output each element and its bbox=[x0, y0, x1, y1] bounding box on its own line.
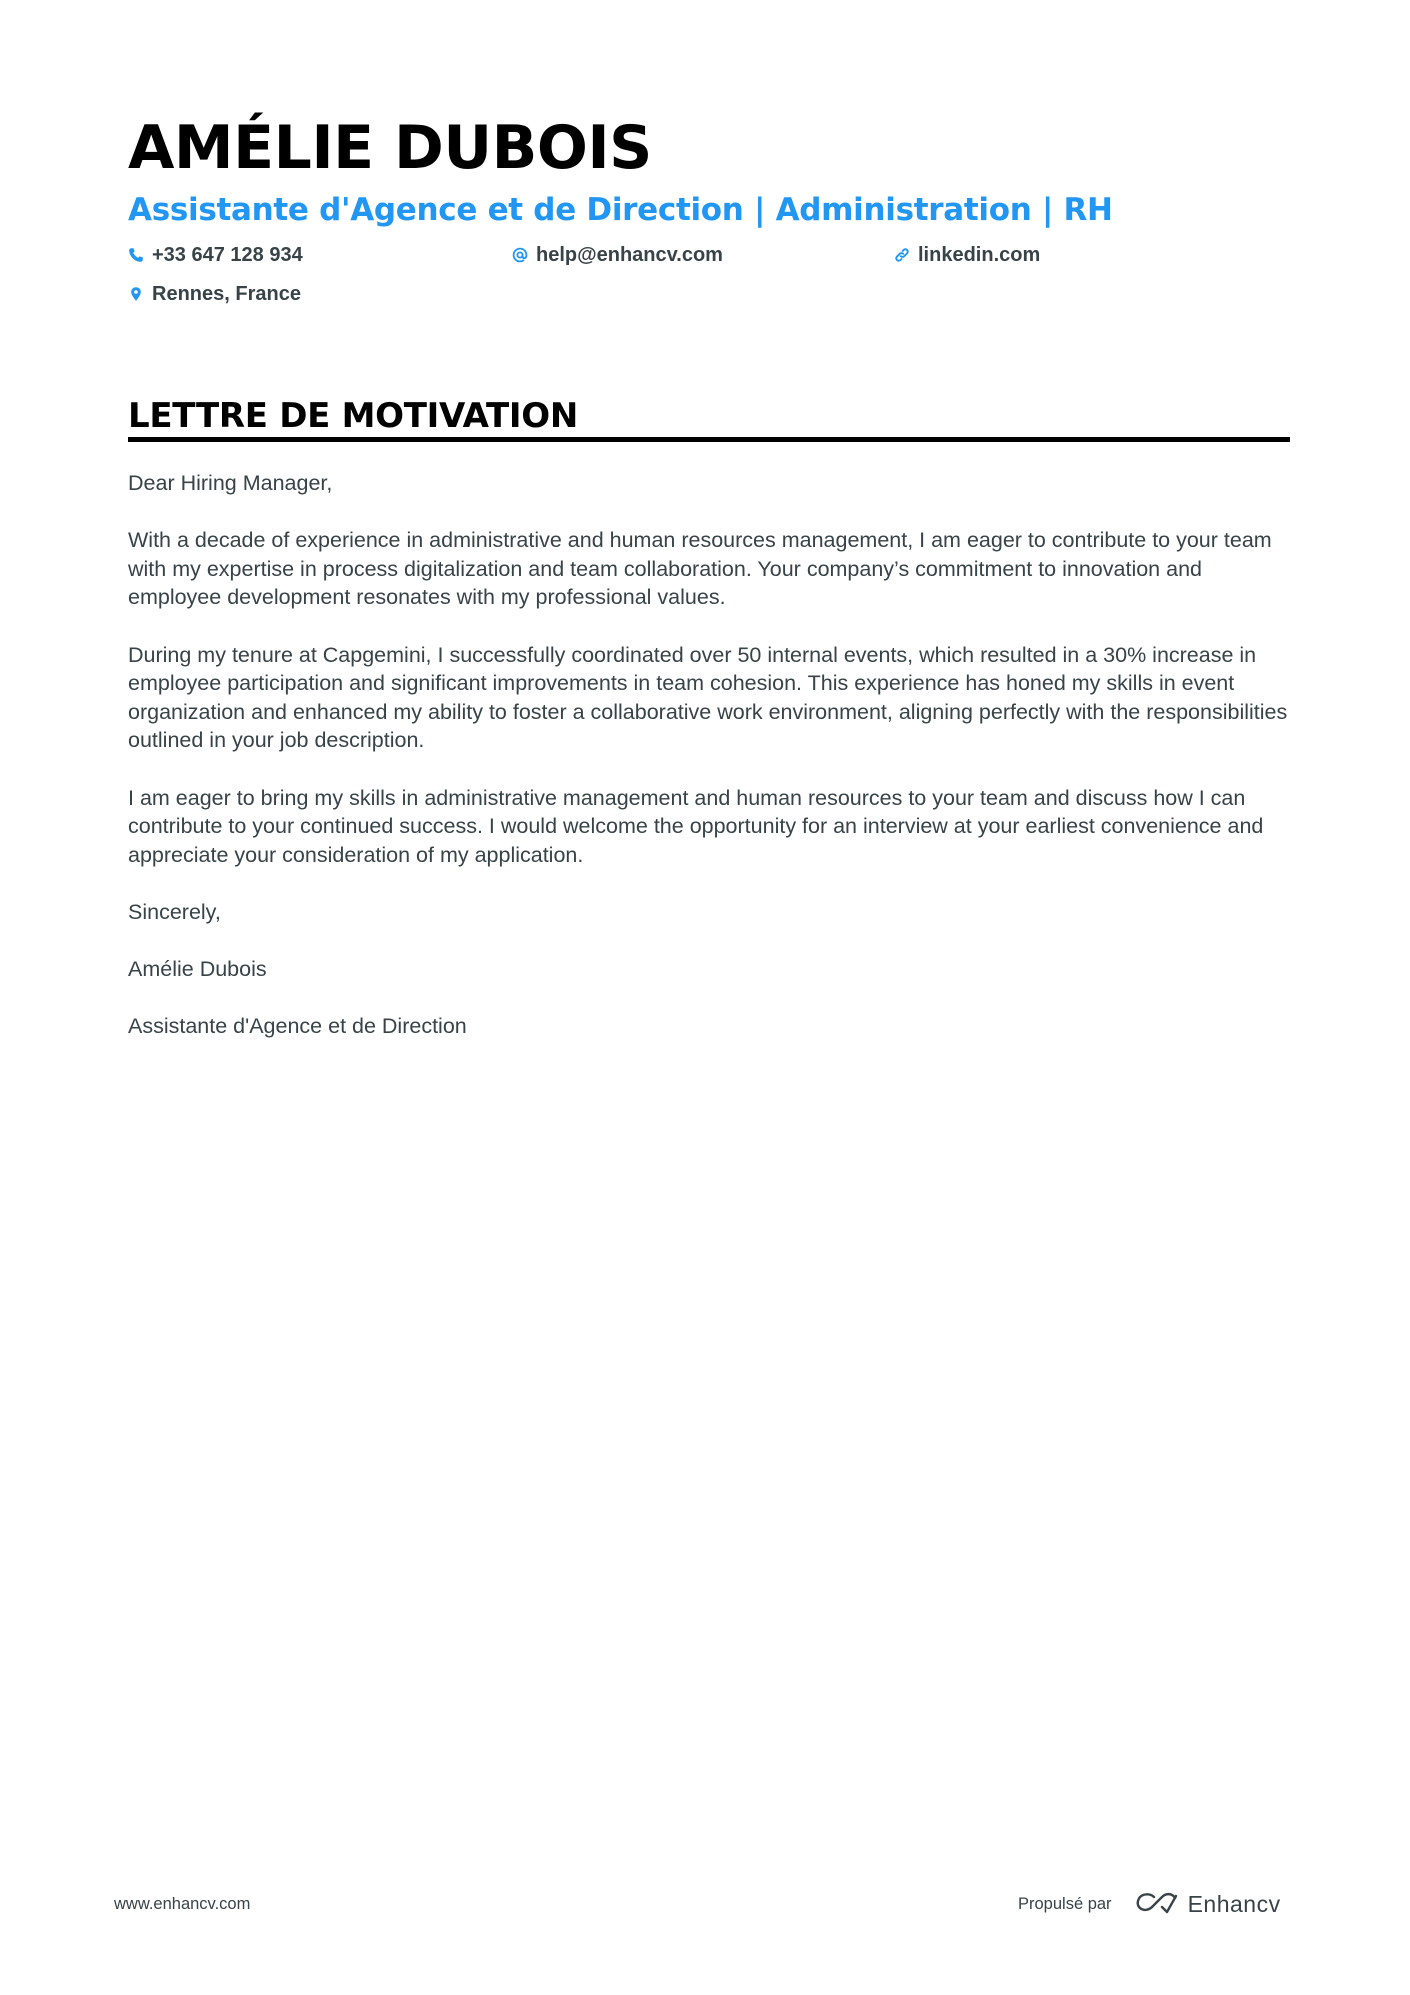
candidate-headline: Assistante d'Agence et de Direction | Administration | RH bbox=[128, 192, 1113, 228]
letter-paragraph: With a decade of experience in administrative and human resources management, I am eager to contribute to your team with my expertise in process digitalization and team collaboration. Your company’s commitment to innovation and employee development resonates with my professional values. bbox=[128, 528, 1272, 610]
location-text: Rennes, France bbox=[152, 283, 301, 305]
link-icon bbox=[894, 247, 910, 263]
brand-name: Enhancv bbox=[1187, 1890, 1281, 1917]
linkedin-text: linkedin.com bbox=[918, 244, 1041, 266]
enhancv-logo-icon bbox=[1134, 1891, 1180, 1917]
section-title: LETTRE DE MOTIVATION bbox=[128, 396, 579, 436]
contact-linkedin[interactable] bbox=[894, 242, 1040, 268]
signature-title: Assistante d'Agence et de Direction bbox=[128, 1014, 467, 1039]
footer-website[interactable]: www.enhancv.com bbox=[114, 1895, 251, 1913]
at-icon bbox=[512, 247, 528, 263]
letter-paragraph: During my tenure at Capgemini, I successfully coordinated over 50 internal events, which resulted in a 30% increase in employee participation and significant improvements in team cohesion. This experience has honed my skills in event organization and enhanced my ability to foster a collaborative work environment, aligning perfectly with the responsibilities outlined in your job description. bbox=[128, 642, 1288, 753]
footer-branding[interactable] bbox=[1018, 1884, 1281, 1924]
section-divider bbox=[128, 437, 1290, 442]
letter-closing: Sincerely, bbox=[128, 899, 221, 924]
letter-greeting: Dear Hiring Manager, bbox=[128, 471, 333, 495]
phone-icon bbox=[128, 247, 144, 263]
signature-name: Amélie Dubois bbox=[128, 957, 267, 982]
phone-text: +33 647 128 934 bbox=[152, 244, 303, 266]
letter-paragraph: I am eager to bring my skills in administrative management and human resources to your team and discuss how I can contribute to your continued success. I would welcome the opportunity for an interview at your earliest convenience and appreciate your consideration of my application. bbox=[128, 785, 1264, 867]
powered-by-label: Propulsé par bbox=[1018, 1894, 1112, 1913]
contact-location bbox=[128, 281, 301, 307]
email-text: help@enhancv.com bbox=[536, 244, 723, 266]
candidate-name: AMÉLIE DUBOIS bbox=[128, 113, 652, 183]
letter-body bbox=[128, 469, 1290, 1069]
contact-email[interactable] bbox=[512, 242, 723, 268]
location-pin-icon bbox=[128, 286, 144, 302]
contact-phone[interactable] bbox=[128, 242, 303, 268]
